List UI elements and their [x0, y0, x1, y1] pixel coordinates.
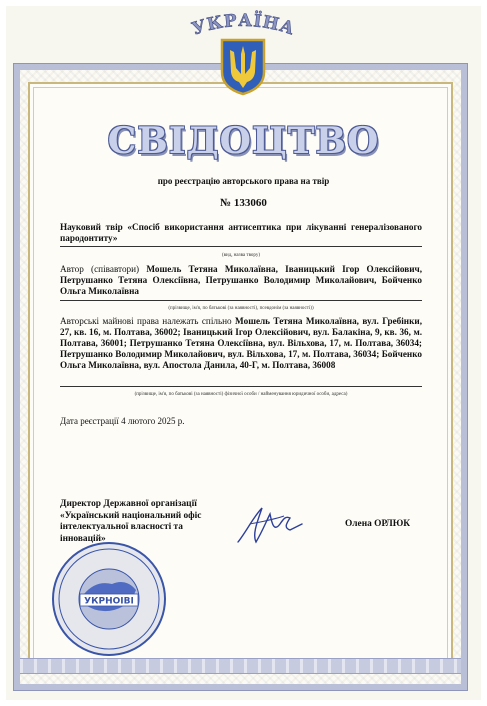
- work-title-underline: [60, 246, 422, 247]
- authors-caption: (прізвище, ім'я, по батькові (за наявності), псевдонім (за наявності)): [168, 306, 314, 311]
- work-title: Науковий твір «Спосіб використання антисептика при лікуванні генералізованого пародонтиту»: [60, 222, 422, 243]
- decorative-footer-band: [20, 658, 461, 674]
- official-seal: [50, 540, 168, 658]
- country-name: УКРАЇНА: [189, 10, 298, 40]
- authors-names: Мошель Тетяна Миколаївна, Іваницький Ігор Олексійович, Петрушанко Тетяна Олексіївна, Петрушанко Володимир Миколайович, Бойченко Ольга Миколаївна: [60, 264, 422, 296]
- rights-underline: [60, 386, 422, 387]
- registration-date: Дата реєстрації 4 лютого 2025 р.: [60, 416, 185, 426]
- seal-label: УКРНОІВІ: [84, 596, 134, 607]
- certificate-title: СВІДОЦТВО: [107, 120, 380, 162]
- director-position: Директор Державної організації «Український національний офіс інтелектуальної власності та інновацій»: [60, 499, 202, 544]
- certificate-subtitle: про реєстрацію авторського права на твір: [157, 176, 330, 186]
- rights-block: [60, 316, 422, 371]
- svg-text:УКРАЇНА: [190, 10, 298, 39]
- rights-holders: Мошель Тетяна Миколаївна, вул. Гребінки, 27, кв. 16, м. Полтава, 36002; Іваницький Ігор Олексійович, вул. Балакіна, 9, кв. 36, м. Полтава, 36001; Петрушанко Тетяна Олексіївна, вул. Вільхова, 17, м. Полтава, 36034; Петрушанко Володимир Миколайович, вул. Вільхова, 17, м. Полтава, 36034; Бойченко Ольга Миколаївна, вул. Апостола Данила, 40-Г, м. Полтава, 36008: [60, 316, 422, 370]
- certificate-number: № 133060: [220, 197, 267, 209]
- rights-prefix: Авторські майнові права належать спільно: [60, 316, 236, 326]
- director-signature: [232, 502, 306, 548]
- director-name: Олена ОРЛЮК: [345, 519, 411, 529]
- authors-underline: [60, 300, 422, 301]
- work-caption: (вид, назва твору): [222, 253, 260, 258]
- authors-prefix: Автор (співавтори): [60, 264, 147, 274]
- rights-caption: (прізвище, ім'я, по батькові (за наявності) фізичної особи / найменування юридичної особи, адреса): [134, 392, 348, 397]
- authors-block: [60, 264, 422, 297]
- trident-coat-of-arms-icon: [218, 38, 268, 96]
